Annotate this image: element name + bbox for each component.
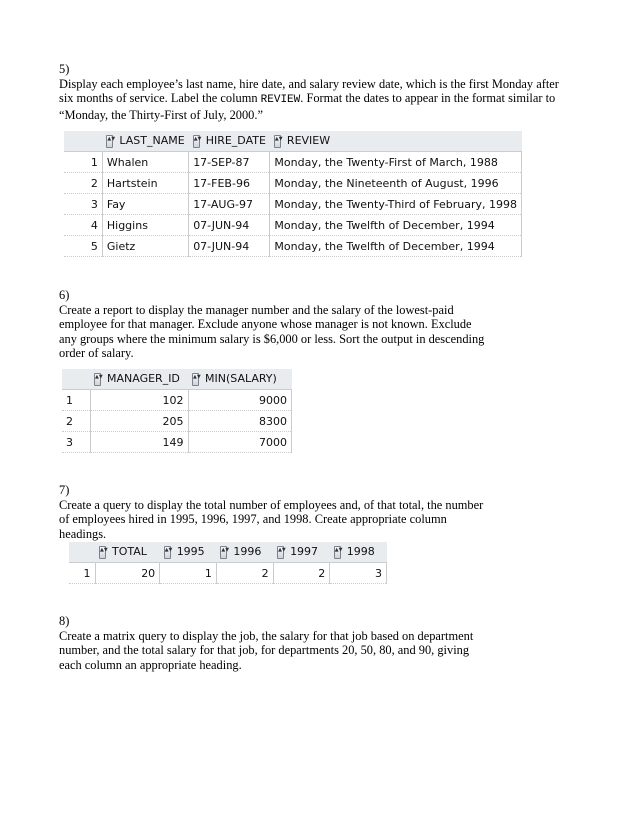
sort-icon[interactable]: ▲▼	[274, 135, 281, 148]
cell-total[interactable]: 20	[95, 563, 160, 584]
sort-icon[interactable]: ▲▼	[193, 135, 200, 148]
cell-review[interactable]: Monday, the Nineteenth of August, 1996	[270, 173, 522, 194]
cell-last-name[interactable]: Fay	[102, 194, 188, 215]
table-row[interactable]	[64, 152, 522, 173]
col-header-min-salary[interactable]: ▲▼ MIN(SALARY)	[188, 369, 292, 390]
row-number: 3	[64, 194, 102, 215]
q7-body: Create a query to display the total number of employees and, of that total, the number of employees hired in 1995, 1996, 1997, and 1998. Create appropriate column headings.	[59, 497, 484, 541]
cell-1996[interactable]: 2	[216, 563, 273, 584]
q5-column-code: REVIEW	[260, 94, 301, 107]
table-row[interactable]	[64, 215, 522, 236]
q5-number: 5)	[59, 62, 70, 76]
row-number: 2	[64, 173, 102, 194]
q7-header-row	[69, 542, 387, 563]
row-number: 4	[64, 215, 102, 236]
cell-min-salary[interactable]: 8300	[188, 411, 292, 432]
table-row[interactable]	[64, 194, 522, 215]
row-number-header	[62, 369, 90, 390]
cell-1998[interactable]: 3	[330, 563, 387, 584]
q6-number: 6)	[59, 288, 70, 302]
sort-icon[interactable]: ▲▼	[192, 373, 199, 386]
sort-icon[interactable]: ▲▼	[99, 546, 106, 559]
cell-manager-id[interactable]: 102	[90, 390, 188, 411]
sort-icon[interactable]: ▲▼	[334, 546, 341, 559]
q7-number: 7)	[59, 483, 70, 497]
col-header-1995[interactable]: ▲▼ 1995	[160, 542, 217, 563]
q6-result-grid	[62, 369, 292, 453]
row-number: 1	[62, 390, 90, 411]
q5-text	[59, 62, 579, 122]
cell-review[interactable]: Monday, the Twenty-First of March, 1988	[270, 152, 522, 173]
cell-last-name[interactable]: Gietz	[102, 236, 188, 257]
table-row[interactable]	[62, 390, 292, 411]
table-row[interactable]	[62, 411, 292, 432]
cell-last-name[interactable]: Higgins	[102, 215, 188, 236]
cell-manager-id[interactable]: 149	[90, 432, 188, 453]
row-number: 2	[62, 411, 90, 432]
cell-last-name[interactable]: Hartstein	[102, 173, 188, 194]
sort-icon[interactable]: ▲▼	[164, 546, 171, 559]
cell-1995[interactable]: 1	[160, 563, 217, 584]
cell-min-salary[interactable]: 9000	[188, 390, 292, 411]
cell-hire-date[interactable]: 07-JUN-94	[189, 215, 270, 236]
row-number-header	[69, 542, 95, 563]
col-header-1998[interactable]: ▲▼ 1998	[330, 542, 387, 563]
cell-review[interactable]: Monday, the Twelfth of December, 1994	[270, 236, 522, 257]
col-header-manager-id[interactable]: ▲▼ MANAGER_ID	[90, 369, 188, 390]
cell-hire-date[interactable]: 17-SEP-87	[189, 152, 270, 173]
cell-hire-date[interactable]: 07-JUN-94	[189, 236, 270, 257]
table-row[interactable]	[64, 236, 522, 257]
row-number: 1	[69, 563, 95, 584]
q8-number: 8)	[59, 614, 70, 628]
q5-line2a: six months of service. Label the column	[59, 91, 261, 106]
cell-review[interactable]: Monday, the Twelfth of December, 1994	[270, 215, 522, 236]
sort-icon[interactable]: ▲▼	[277, 546, 284, 559]
cell-hire-date[interactable]: 17-FEB-96	[189, 173, 270, 194]
q6-body: Create a report to display the manager number and the salary of the lowest-paid employee for that manager. Exclude anyone whose manager is not known. Exclude any groups where the minimum salary is $6,000 or less. Sort the output in descending order of salary.	[59, 302, 485, 361]
col-header-last-name[interactable]: ▲▼ LAST_NAME	[102, 131, 188, 152]
table-row[interactable]	[69, 563, 387, 584]
col-header-total[interactable]: ▲▼ TOTAL	[95, 542, 160, 563]
q5-line3: “Monday, the Thirty-First of July, 2000.”	[59, 107, 263, 122]
row-number-header	[64, 131, 102, 152]
q8-text	[59, 614, 579, 672]
cell-manager-id[interactable]: 205	[90, 411, 188, 432]
q5-result-grid	[64, 131, 522, 257]
q6-text	[59, 288, 579, 361]
q5-line1: Display each employee’s last name, hire date, and salary review date, which is the first Monday after	[59, 76, 559, 91]
cell-1997[interactable]: 2	[273, 563, 330, 584]
sort-icon[interactable]: ▲▼	[220, 546, 227, 559]
col-header-review[interactable]: ▲▼ REVIEW	[270, 131, 522, 152]
cell-last-name[interactable]: Whalen	[102, 152, 188, 173]
q5-header-row	[64, 131, 522, 152]
row-number: 5	[64, 236, 102, 257]
table-row[interactable]	[62, 432, 292, 453]
cell-review[interactable]: Monday, the Twenty-Third of February, 1998	[270, 194, 522, 215]
row-number: 1	[64, 152, 102, 173]
table-row[interactable]	[64, 173, 522, 194]
sort-icon[interactable]: ▲▼	[106, 135, 113, 148]
cell-hire-date[interactable]: 17-AUG-97	[189, 194, 270, 215]
col-header-hire-date[interactable]: ▲▼ HIRE_DATE	[189, 131, 270, 152]
cell-min-salary[interactable]: 7000	[188, 432, 292, 453]
sort-icon[interactable]: ▲▼	[94, 373, 101, 386]
q6-header-row	[62, 369, 292, 390]
q8-body: Create a matrix query to display the job, the salary for that job based on department number, and the total salary for that job, for departments 20, 50, 80, and 90, giving each column an appropriate heading.	[59, 628, 474, 672]
col-header-1996[interactable]: ▲▼ 1996	[216, 542, 273, 563]
col-header-1997[interactable]: ▲▼ 1997	[273, 542, 330, 563]
row-number: 3	[62, 432, 90, 453]
q5-line2b: . Format the dates to appear in the format similar to	[300, 91, 556, 106]
q7-result-grid	[69, 542, 387, 584]
q7-text	[59, 483, 579, 541]
